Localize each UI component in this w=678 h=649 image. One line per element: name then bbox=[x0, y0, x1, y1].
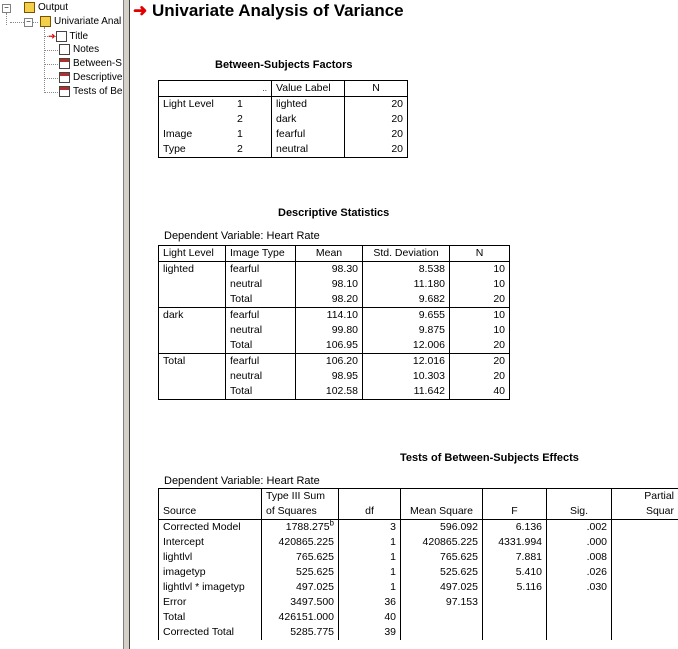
desc-light-level bbox=[159, 384, 226, 400]
between-subjects-table[interactable] bbox=[158, 80, 408, 158]
tests-ss: 3497.500 bbox=[262, 595, 339, 610]
tree-item-title[interactable] bbox=[48, 29, 88, 43]
desc-image-type: fearful bbox=[226, 308, 296, 324]
tests-f: 5.410 bbox=[483, 565, 547, 580]
tests-partial bbox=[612, 625, 678, 640]
tests-sig: .026 bbox=[547, 565, 612, 580]
tests-df: 3 bbox=[339, 520, 401, 536]
desc-row bbox=[159, 308, 510, 324]
tests-header-partial2: Squar bbox=[645, 505, 674, 517]
tests-f: 4331.994 bbox=[483, 535, 547, 550]
desc-dependent-variable: Dependent Variable: Heart Rate bbox=[164, 230, 320, 242]
desc-n: 10 bbox=[493, 263, 505, 275]
tests-ss: 765.625 bbox=[262, 550, 339, 565]
desc-n: 10 bbox=[493, 278, 505, 290]
tests-ss-value: 1788.275 bbox=[285, 521, 330, 533]
tests-source: Intercept bbox=[159, 535, 262, 550]
collapse-toggle-analysis[interactable]: − bbox=[24, 18, 33, 27]
desc-mean: 106.95 bbox=[296, 338, 363, 354]
tests-header-blank bbox=[483, 489, 547, 505]
tests-dependent-variable: Dependent Variable: Heart Rate bbox=[164, 475, 320, 487]
desc-mean: 98.20 bbox=[296, 292, 363, 308]
tree-line bbox=[44, 92, 58, 93]
tests-partial bbox=[612, 550, 678, 565]
bsf-n: 20 bbox=[391, 98, 403, 110]
desc-n: 20 bbox=[493, 370, 505, 382]
pivot-table-icon bbox=[59, 58, 70, 69]
tests-row bbox=[159, 610, 678, 625]
tests-f bbox=[483, 625, 547, 640]
tests-partial bbox=[612, 565, 678, 580]
bsf-code: 1 bbox=[233, 97, 272, 113]
desc-image-type: neutral bbox=[226, 369, 296, 384]
tests-df: 1 bbox=[339, 580, 401, 595]
desc-n: 20 bbox=[493, 355, 505, 367]
tests-df: 1 bbox=[339, 535, 401, 550]
desc-mean: 114.10 bbox=[296, 308, 363, 324]
tests-ms: 525.625 bbox=[401, 565, 483, 580]
collapse-toggle-output[interactable]: − bbox=[2, 4, 11, 13]
desc-caption: Descriptive Statistics bbox=[278, 207, 390, 219]
tests-partial bbox=[612, 520, 678, 536]
bsf-value-label: lighted bbox=[272, 97, 345, 113]
desc-light-level bbox=[159, 323, 226, 338]
tests-source: Error bbox=[159, 595, 262, 610]
tree-item-label: Output bbox=[38, 2, 69, 13]
notes-icon bbox=[59, 44, 70, 55]
tests-header-blank bbox=[401, 489, 483, 505]
desc-header: Light Level bbox=[159, 246, 226, 262]
tests-f bbox=[483, 610, 547, 625]
bsf-value-label: neutral bbox=[272, 142, 345, 158]
tree-line bbox=[6, 13, 7, 25]
desc-row bbox=[159, 369, 510, 384]
tree-item-notes[interactable] bbox=[59, 43, 99, 57]
desc-sd: 10.303 bbox=[363, 369, 450, 384]
tests-header-sig: Sig. bbox=[547, 504, 612, 520]
pane-splitter[interactable] bbox=[123, 0, 130, 649]
page-title-text: Univariate Analysis of Variance bbox=[151, 1, 404, 20]
desc-light-level bbox=[159, 369, 226, 384]
desc-header: Std. Deviation bbox=[363, 246, 450, 262]
desc-light-level: dark bbox=[159, 308, 226, 324]
desc-mean: 102.58 bbox=[296, 384, 363, 400]
tree-item-between-subjects[interactable] bbox=[59, 57, 122, 71]
tests-header-ss2: of Squares bbox=[262, 504, 339, 520]
desc-row bbox=[159, 338, 510, 354]
bsf-header-value-label: Value Label bbox=[272, 81, 345, 97]
output-viewer[interactable] bbox=[130, 0, 674, 649]
footnote-mark[interactable]: b bbox=[329, 518, 334, 528]
tests-header-f: F bbox=[483, 504, 547, 520]
tree-item-label: Notes bbox=[73, 44, 100, 55]
tree-item-label: Tests of Be bbox=[73, 86, 123, 97]
desc-n: 10 bbox=[493, 324, 505, 336]
bsf-factor: Type bbox=[163, 143, 186, 155]
tests-partial bbox=[612, 595, 678, 610]
bsf-code: 1 bbox=[233, 127, 272, 142]
desc-header: Image Type bbox=[226, 246, 296, 262]
tests-source: Total bbox=[159, 610, 262, 625]
tests-row bbox=[159, 520, 678, 536]
desc-sd: 11.180 bbox=[363, 277, 450, 292]
tests-df: 36 bbox=[339, 595, 401, 610]
desc-sd: 9.655 bbox=[363, 308, 450, 324]
tests-row bbox=[159, 565, 678, 580]
bsf-header-n: N bbox=[345, 81, 408, 97]
tests-sig bbox=[547, 595, 612, 610]
current-arrow-icon: ➜ bbox=[133, 1, 148, 20]
current-arrow-icon: ➜ bbox=[48, 31, 56, 41]
tests-ss: 426151.000 bbox=[262, 610, 339, 625]
tests-header-blank bbox=[547, 489, 612, 505]
tests-row bbox=[159, 595, 678, 610]
desc-row bbox=[159, 384, 510, 400]
tests-header-blank bbox=[159, 489, 262, 505]
desc-mean: 106.20 bbox=[296, 354, 363, 370]
tests-sig bbox=[547, 610, 612, 625]
desc-light-level: lighted bbox=[159, 262, 226, 278]
pivot-table-icon bbox=[59, 86, 70, 97]
desc-light-level bbox=[159, 277, 226, 292]
tests-of-effects-table[interactable] bbox=[158, 488, 678, 640]
tests-ms bbox=[401, 625, 483, 640]
bsf-factor: Light Level bbox=[163, 98, 214, 110]
desc-sd: 12.016 bbox=[363, 354, 450, 370]
outline-pane[interactable] bbox=[0, 0, 123, 649]
title-page-icon bbox=[56, 31, 67, 42]
tests-row bbox=[159, 625, 678, 640]
tests-source: lightlvl * imagetyp bbox=[159, 580, 262, 595]
bsf-code: 2 bbox=[233, 142, 272, 158]
tests-source: imagetyp bbox=[159, 565, 262, 580]
desc-sd: 9.682 bbox=[363, 292, 450, 308]
tree-item-output[interactable] bbox=[24, 1, 68, 15]
bsf-factor bbox=[159, 112, 234, 127]
tests-ss: 525.625 bbox=[262, 565, 339, 580]
tests-f: 6.136 bbox=[483, 520, 547, 536]
tests-header-df: df bbox=[339, 504, 401, 520]
desc-image-type: neutral bbox=[226, 277, 296, 292]
tests-ms: 765.625 bbox=[401, 550, 483, 565]
tree-line bbox=[44, 50, 58, 51]
tests-f: 5.116 bbox=[483, 580, 547, 595]
book-icon bbox=[24, 2, 35, 13]
tests-caption: Tests of Between-Subjects Effects bbox=[400, 452, 579, 464]
tests-partial bbox=[612, 535, 678, 550]
tree-item-tests[interactable] bbox=[59, 85, 122, 99]
tests-ss: 420865.225 bbox=[262, 535, 339, 550]
tree-line bbox=[44, 78, 58, 79]
tests-partial bbox=[612, 580, 678, 595]
tests-df: 40 bbox=[339, 610, 401, 625]
tests-header-source: Source bbox=[159, 504, 262, 520]
tests-f: 7.881 bbox=[483, 550, 547, 565]
book-icon bbox=[40, 16, 51, 27]
desc-header: N bbox=[475, 247, 484, 259]
bsf-value-label: dark bbox=[272, 112, 345, 127]
tests-header-blank bbox=[339, 489, 401, 505]
tests-row bbox=[159, 550, 678, 565]
page-title[interactable] bbox=[133, 1, 404, 21]
tests-header-partial1: Partial bbox=[644, 490, 674, 502]
tests-sig: .000 bbox=[547, 535, 612, 550]
tests-partial bbox=[612, 610, 678, 625]
desc-light-level bbox=[159, 338, 226, 354]
tree-line bbox=[44, 64, 58, 65]
desc-row bbox=[159, 354, 510, 370]
descriptive-statistics-table[interactable] bbox=[158, 245, 510, 400]
bsf-code: 2 bbox=[233, 112, 272, 127]
desc-light-level: Total bbox=[159, 354, 226, 370]
bsf-n: 20 bbox=[391, 143, 403, 155]
tests-ms: 97.153 bbox=[401, 595, 483, 610]
desc-n: 20 bbox=[493, 293, 505, 305]
desc-row bbox=[159, 277, 510, 292]
tests-ms: 420865.225 bbox=[401, 535, 483, 550]
tree-item-descriptive[interactable] bbox=[59, 71, 122, 85]
desc-mean: 99.80 bbox=[296, 323, 363, 338]
desc-light-level bbox=[159, 292, 226, 308]
tests-ss bbox=[262, 520, 339, 536]
bsf-factor: Image bbox=[163, 128, 193, 140]
tree-item-label: Descriptive bbox=[73, 72, 123, 83]
tests-ss: 497.025 bbox=[262, 580, 339, 595]
desc-image-type: fearful bbox=[226, 354, 296, 370]
tests-sig: .008 bbox=[547, 550, 612, 565]
desc-header: Mean bbox=[296, 246, 363, 262]
desc-row bbox=[159, 323, 510, 338]
desc-n: 10 bbox=[493, 309, 505, 321]
pivot-table-icon bbox=[59, 72, 70, 83]
desc-image-type: neutral bbox=[226, 323, 296, 338]
desc-image-type: Total bbox=[226, 292, 296, 308]
tests-df: 1 bbox=[339, 550, 401, 565]
tests-source: Corrected Total bbox=[159, 625, 262, 640]
desc-mean: 98.95 bbox=[296, 369, 363, 384]
tests-header-ms: Mean Square bbox=[401, 504, 483, 520]
tests-ms: 497.025 bbox=[401, 580, 483, 595]
tests-ss: 5285.775 bbox=[262, 625, 339, 640]
tests-ms bbox=[401, 610, 483, 625]
tests-row bbox=[159, 580, 678, 595]
tests-sig: .002 bbox=[547, 520, 612, 536]
tree-item-analysis[interactable] bbox=[40, 15, 121, 29]
desc-sd: 11.642 bbox=[363, 384, 450, 400]
tree-item-label: Univariate Anal bbox=[54, 16, 122, 27]
tests-source: Corrected Model bbox=[159, 520, 262, 536]
tree-item-label: Between-S bbox=[73, 58, 122, 69]
desc-row bbox=[159, 262, 510, 278]
desc-image-type: Total bbox=[226, 384, 296, 400]
desc-n: 40 bbox=[493, 385, 505, 397]
tests-f bbox=[483, 595, 547, 610]
tests-source: lightlvl bbox=[159, 550, 262, 565]
bsf-header-dots: .. bbox=[233, 81, 272, 97]
desc-image-type: fearful bbox=[226, 262, 296, 278]
tree-item-label: Title bbox=[69, 31, 89, 42]
desc-image-type: Total bbox=[226, 338, 296, 354]
tests-sig: .030 bbox=[547, 580, 612, 595]
bsf-caption: Between-Subjects Factors bbox=[215, 59, 353, 71]
tests-ms: 596.092 bbox=[401, 520, 483, 536]
tests-header-ss1: Type III Sum bbox=[262, 489, 339, 505]
bsf-n: 20 bbox=[391, 113, 403, 125]
tests-row bbox=[159, 535, 678, 550]
desc-sd: 9.875 bbox=[363, 323, 450, 338]
desc-mean: 98.30 bbox=[296, 262, 363, 278]
desc-n: 20 bbox=[493, 339, 505, 351]
bsf-header-blank bbox=[159, 81, 234, 97]
bsf-value-label: fearful bbox=[272, 127, 345, 142]
desc-row bbox=[159, 292, 510, 308]
desc-sd: 8.538 bbox=[363, 262, 450, 278]
tests-df: 39 bbox=[339, 625, 401, 640]
desc-mean: 98.10 bbox=[296, 277, 363, 292]
desc-sd: 12.006 bbox=[363, 338, 450, 354]
tests-df: 1 bbox=[339, 565, 401, 580]
bsf-n: 20 bbox=[391, 128, 403, 140]
tests-sig bbox=[547, 625, 612, 640]
